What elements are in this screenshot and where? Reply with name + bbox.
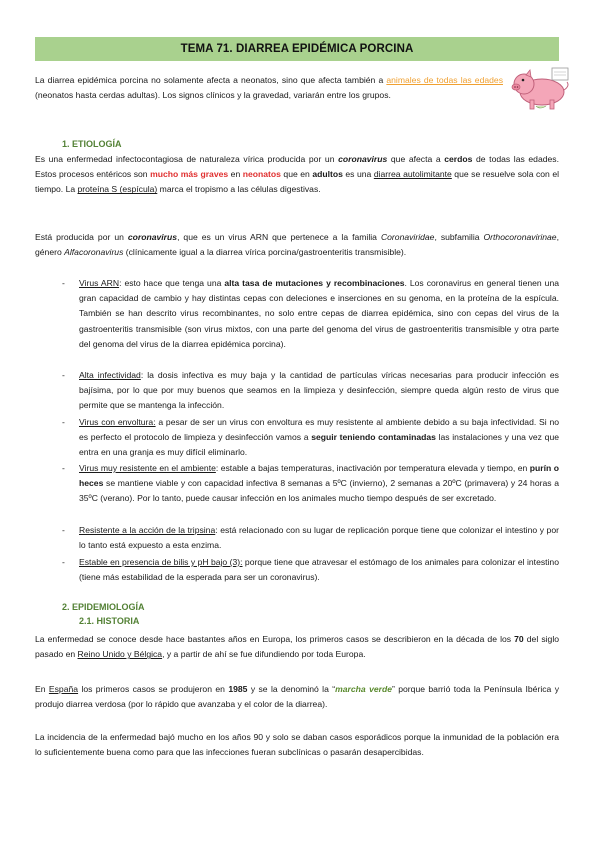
- bullet-tripsina: Resistente a la acción de la tripsina: está relacionado con su lugar de replicación porque tiene que colonizar el intestino y por lo tanto está expuesto a esta enzima.: [79, 525, 559, 551]
- historia-paragraph-1: La enfermedad se conoce desde hace bastantes años en Europa, los primeros casos se describieron en la década de los 70 del siglo pasado en Reino Unido y Bélgica, y a partir de ahí se fue difundiendo por toda Europa.: [35, 634, 560, 660]
- bullet-dash: -: [62, 417, 65, 427]
- bullet-virus-resistente: Virus muy resistente en el ambiente: estable a bajas temperaturas, inactivación por temperatura elevada y tiempo, en purín o heces se mantiene viable y con capacidad infectiva 8 semanas a 5ºC (invierno), 2 semanas a 20ºC (primavera) y 24 horas a 35ºC (verano). Por lo tanto, puede causar infección en los animales mucho tiempo después de ser excretado.: [79, 463, 559, 504]
- section-heading-epidemiologia: 2. EPIDEMIOLOGÍA: [62, 602, 145, 612]
- bullet-dash: -: [62, 557, 65, 567]
- intro-paragraph: [35, 73, 503, 103]
- bullet-dash: -: [62, 463, 65, 473]
- bullet-dash: -: [62, 278, 65, 288]
- bullet-alta-infectividad: Alta infectividad: la dosis infectiva es muy baja y la cantidad de partículas víricas necesarias para producir infección es bajísima, por lo que por muy buenos que seamos en la limpieza y desinfección, siempre queda algún resto de virus que permite que se mantenga la infección.: [79, 370, 559, 411]
- page-title: TEMA 71. DIARREA EPIDÉMICA PORCINA: [35, 37, 559, 61]
- pig-cartoon-icon: [506, 62, 574, 112]
- intro-text-2: (neonatos hasta cerdas adultas). Los signos clínicos y la gravedad, variarán entre los grupos.: [35, 90, 391, 101]
- bullet-dash: -: [62, 370, 65, 380]
- section-heading-etiologia: 1. ETIOLOGÍA: [62, 139, 122, 149]
- historia-paragraph-2: En España los primeros casos se produjeron en 1985 y se la denominó la “marcha verde” porque barrió toda la Península Ibérica y produjo diarrea verdosa (por lo rápido que avanzaba y el color de la diarrea).: [35, 684, 559, 710]
- bullet-bilis-ph: Estable en presencia de bilis y pH bajo (3): porque tiene que atravesar el estómago de los animales para colonizar el intestino (tiene más estabilidad de la esperada para ser un coronavirus).: [79, 557, 559, 583]
- intro-text: La diarrea epidémica porcina no solamente afecta a neonatos, sino que afecta también a: [35, 75, 387, 85]
- intro-highlight: animales de todas las edades: [386, 75, 503, 85]
- subsection-heading-historia: 2.1. HISTORIA: [79, 616, 140, 626]
- bullet-dash: -: [62, 525, 65, 535]
- bullet-virus-envoltura: Virus con envoltura: a pesar de ser un virus con envoltura es muy resistente al ambiente debido a su baja infectividad. Si no es perfecto el protocolo de limpieza y desinfección vamos a seguir teniendo contaminadas las instalaciones y una vez que entra en una granja es muy difícil eliminarlo.: [79, 417, 560, 458]
- etiologia-paragraph-1: Es una enfermedad infectocontagiosa de naturaleza vírica producida por un coronavirus que afecta a cerdos de todas las edades. Estos procesos entéricos son mucho más graves en neonatos que en adultos es una diarrea autolimitante que se resuelve sola con el tiempo. La proteína S (espícula) marca el tropismo a las células digestivas.: [35, 154, 560, 195]
- bullet-virus-arn: Virus ARN: esto hace que tenga una alta tasa de mutaciones y recombinaciones. Los coronavirus en general tienen una gran capacidad de cambio y hay distintas cepas con deleciones e inserciones en su genoma, en la proteína de la espícula. También se han descrito virus recombinantes, no solo entre cepas de diarrea epidémica, sino con cepas del virus de la gastroenteritis transmisible (son virus mixtos, con una parte del genoma del virus de gastroenteritis transmisible y otra parte del genoma del virus de la diarrea epidémica porcina).: [79, 278, 560, 349]
- historia-paragraph-3: La incidencia de la enfermedad bajó mucho en los años 90 y solo se daban casos esporádicos porque la inmunidad de la población era lo suficientemente buena como para que las infecciones fueran subclínicas o pasarán desapercibidas.: [35, 732, 559, 758]
- etiologia-paragraph-2: Está producida por un coronavirus, que es un virus ARN que pertenece a la familia Coronaviridae, subfamilia Orthocoronavirinae, género Alfacoronavirus (clínicamente igual a la diarrea vírica porcina/gastroenteritis transmisible).: [35, 232, 559, 258]
